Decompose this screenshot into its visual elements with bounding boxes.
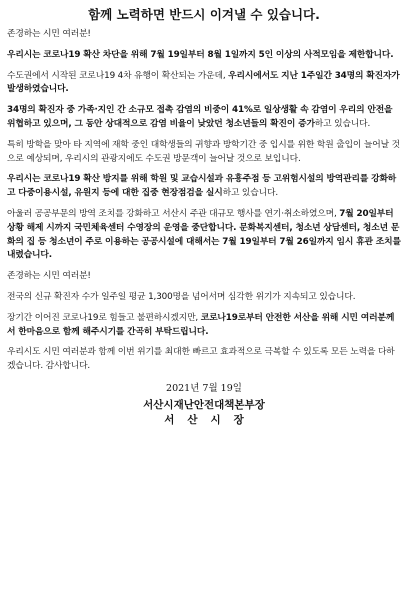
paragraph-prevention-measures xyxy=(7,173,401,201)
paragraph-prevention-measures-emphasis: 우리시는 코로나19 확산 방지를 위해 학원 및 교습시설과 유흥주점 등 고위험시설의 방역관리를 강화하고 다중이용시설, 유원지 등에 대한 집중 현장점검을 실시 xyxy=(7,174,397,199)
paragraph-closing: 우리시도 시민 여러분과 함께 이번 위기를 최대한 빠르고 효과적으로 극복할 수 있도록 모든 노력을 다하겠습니다. 감사합니다. xyxy=(7,347,395,372)
paragraph-vacation-outlook: 특히 방학을 맞아 타 지역에 재학 중인 대학생들의 귀향과 방학기간 중 입시를 위한 학원 출입이 늘어날 것으로 예상되며, 우리시의 관광지에도 수도권 방문객이 늘어날 것으로 보입니다. xyxy=(7,139,400,164)
salutation-1: 존경하는 시민 여러분! xyxy=(7,29,91,39)
paragraph-public-facilities-emphasis: 7월 20일부터 상황 해제 시까지 국민체육센터 수영장의 운영을 중단합니다. 문화복지센터, 청소년 상담센터, 청소년 문화의 집 등 청소년이 주로 이용하는 공공시설에 대해서는 7월 19일부터 7월 26일까지 임시 휴관 조치를 내렸습니다. xyxy=(7,208,401,261)
paragraph-request-intro: 장기간 이어진 코로나19로 힘들고 불편하시겠지만, xyxy=(7,312,201,323)
salutation-2: 존경하는 시민 여러분! xyxy=(7,271,91,282)
paragraph-prevention-measures-end: 하고 있습니다. xyxy=(222,188,278,199)
paragraph-outbreak-intro: 수도권에서 시작된 코로나19 4차 유행이 확산되는 가운데, xyxy=(7,70,229,81)
paragraph-infection-stats-end: 하고 있습니다. xyxy=(314,118,371,129)
paragraph-outbreak xyxy=(7,70,401,98)
document-title: 함께 노력하면 반드시 이겨낼 수 있습니다. xyxy=(88,7,320,22)
paragraph-gathering-restriction-text: 우리시는 코로나19 확산 차단을 위해 7월 19일부터 8월 1일까지 5인 이상의 사적모임을 제한합니다. xyxy=(7,49,394,60)
signatory-mayor: 서산시장 xyxy=(164,413,257,426)
signatory-department: 서산시재난안전대책본부장 xyxy=(143,398,265,411)
paragraph-public-facilities xyxy=(7,208,401,263)
document-date: 2021년 7월 19일 xyxy=(166,382,242,394)
paragraph-outbreak-emphasis: 우리시에서도 지난 1주일간 34명의 확진자가 발생하였습니다. xyxy=(7,70,400,95)
paragraph-public-facilities-intro: 아울러 공공부문의 방역 조치를 강화하고 서산시 주관 대규모 행사를 연기·취소하였으며, xyxy=(7,208,340,219)
paragraph-national-cases: 전국의 신규 확진자 수가 일주일 평균 1,300명을 넘어서며 심각한 위기가 지속되고 있습니다. xyxy=(7,291,356,302)
paragraph-request xyxy=(7,312,401,340)
paragraph-infection-stats-emphasis: 34명의 확진자 중 가족·지인 간 소규모 접촉 감염의 비중이 41%로 일상생활 속 감염이 우리의 안전을 위협하고 있으며, 그 동안 상대적으로 감염 비율이 낮았던 청소년들의 확진이 증가 xyxy=(7,105,393,129)
paragraph-request-emphasis: 코로나19로부터 안전한 서산을 위해 시민 여러분께서 한마음으로 함께 해주시기를 간곡히 부탁드립니다. xyxy=(7,312,395,337)
paragraph-infection-stats xyxy=(7,104,401,132)
paragraph-gathering-restriction xyxy=(7,49,401,63)
